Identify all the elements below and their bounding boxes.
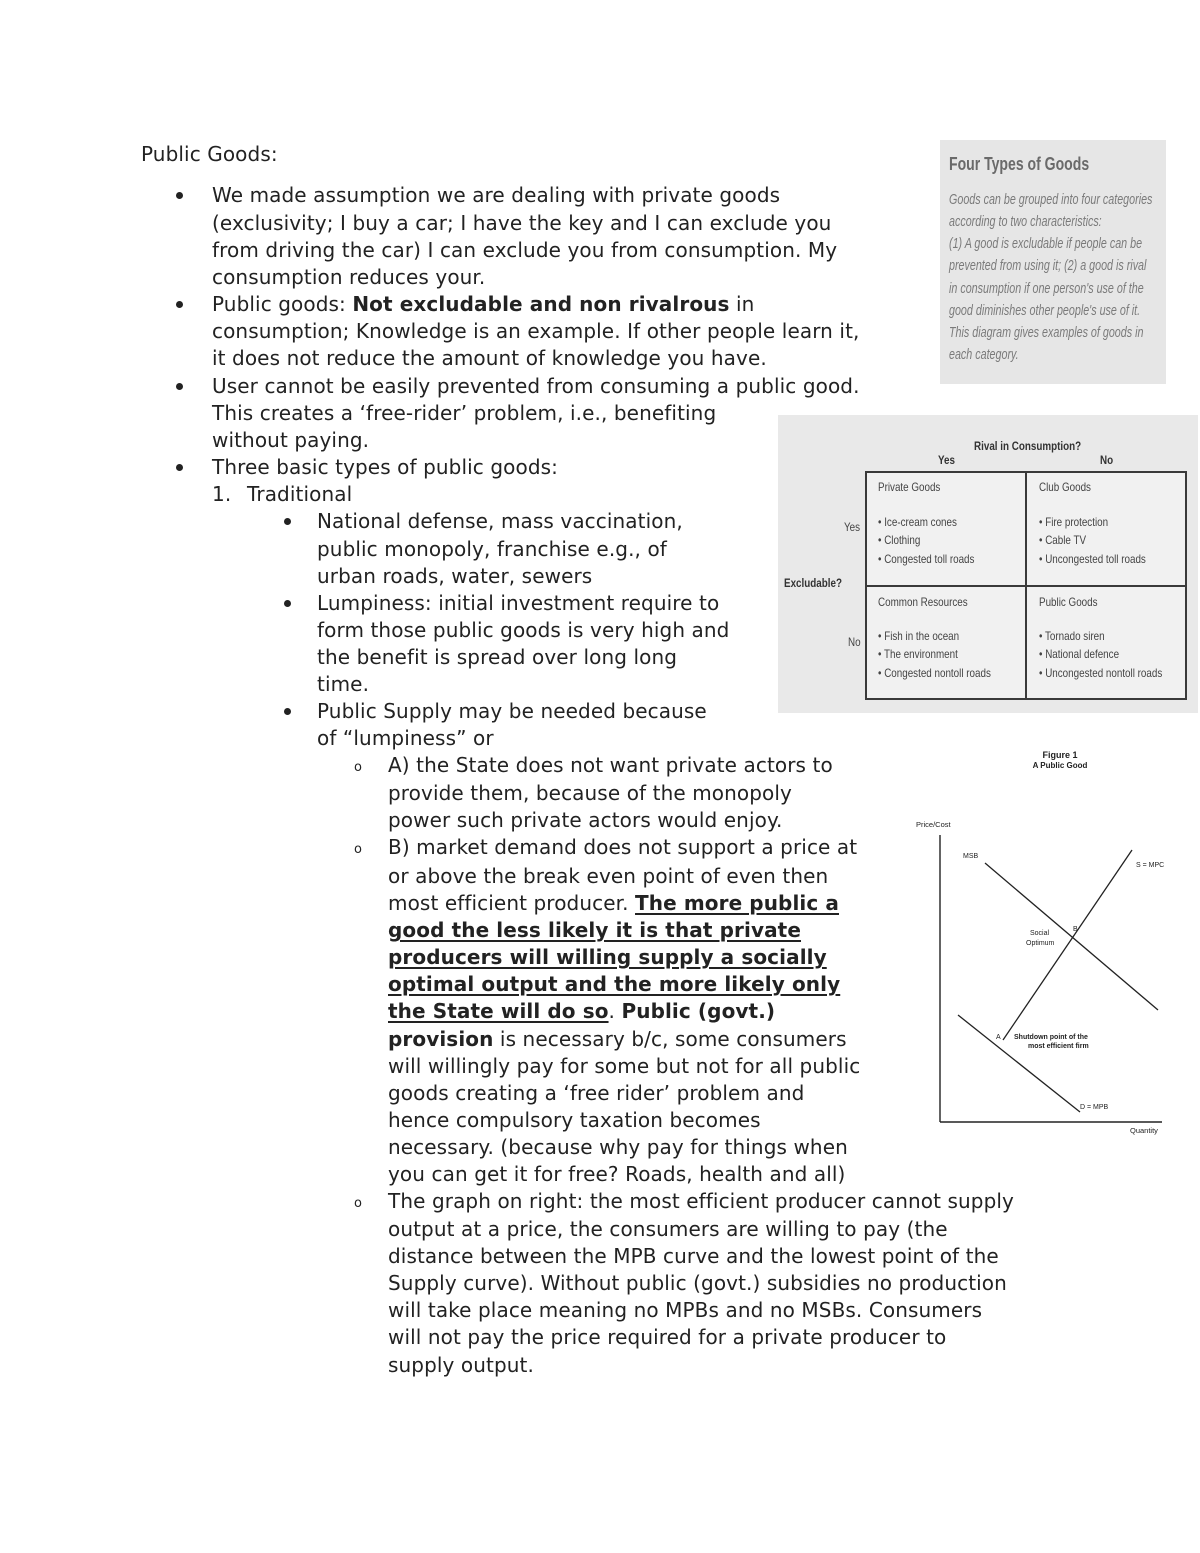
social-optimum-label: Social — [1030, 930, 1050, 937]
supply-curve — [1003, 850, 1132, 1040]
paragraph-line: you can get it for free? Roads, health and all) — [388, 1162, 846, 1186]
text-span: . — [608, 999, 622, 1023]
paragraph-line: public monopoly, franchise e.g., of — [317, 537, 667, 561]
paragraph-line: National defense, mass vaccination, — [317, 509, 683, 533]
bullet-icon — [284, 708, 291, 715]
shutdown-label: most efficient firm — [1028, 1043, 1089, 1050]
image-title: Four Types of Goods — [949, 154, 1090, 174]
cell-item: • Congested nontoll roads — [878, 666, 991, 680]
paragraph-line: power such private actors would enjoy. — [388, 808, 783, 832]
cell-title: Common Resources — [878, 595, 968, 609]
item-text: Uncongested nontoll roads — [1045, 666, 1163, 680]
paragraph-line: The graph on right: the most efficient producer cannot supply — [388, 1189, 1014, 1213]
cell-item: • Uncongested nontoll roads — [1039, 666, 1163, 680]
bold-text: provision — [388, 1027, 494, 1051]
rival-no: No — [1100, 453, 1114, 467]
text-span: is necessary b/c, some consumers — [493, 1027, 847, 1051]
underlined-bold-text: The more public a — [635, 891, 839, 915]
bullet-icon — [176, 301, 183, 308]
paragraph-line: supply output. — [388, 1353, 534, 1377]
item-text: The environment — [884, 647, 958, 661]
paragraph-line: or above the break even point of even then — [388, 864, 829, 888]
paragraph-line: A) the State does not want private actors to — [388, 753, 833, 777]
list-number: 1. — [212, 482, 232, 506]
image-text-line: Goods can be grouped into four categories — [949, 192, 1153, 208]
image-text-line: good diminishes other people's use of it. — [949, 303, 1141, 319]
paragraph-line: hence compulsory taxation becomes — [388, 1108, 761, 1132]
cell-title: Private Goods — [878, 480, 941, 494]
list-item-label: Traditional — [247, 482, 353, 506]
point-a-label: A — [996, 1034, 1001, 1041]
paragraph-line: it does not reduce the amount of knowledge you have. — [212, 346, 767, 370]
paragraph-line: necessary. (because why pay for things when — [388, 1135, 848, 1159]
paragraph-line: urban roads, water, sewers — [317, 564, 593, 588]
paragraph-line — [212, 291, 754, 318]
figure-title: Figure 1 — [1042, 750, 1078, 760]
demand-curve — [958, 1015, 1080, 1112]
demand-label: D = MPB — [1080, 1104, 1109, 1111]
item-text: Fish in the ocean — [884, 629, 960, 643]
item-text: Congested nontoll roads — [884, 666, 991, 680]
image-text-line: in consumption if one person's use of the — [949, 281, 1144, 297]
item-text: Fire protection — [1045, 515, 1109, 529]
bold-text: Not excludable and non rivalrous — [352, 292, 730, 316]
cell-title: Public Goods — [1039, 595, 1098, 609]
cell-item: • Fire protection — [1039, 515, 1109, 529]
underlined-bold-text: the State will do so — [388, 999, 609, 1023]
paragraph-line: distance between the MPB curve and the lowest point of the — [388, 1244, 999, 1268]
x-axis-label: Quantity — [1130, 1126, 1158, 1135]
public-good-figure — [900, 745, 1190, 1140]
paragraph-line — [388, 944, 827, 971]
text-span: in — [729, 292, 755, 316]
figure-subtitle: A Public Good — [1032, 761, 1088, 770]
item-text: Tornado siren — [1045, 629, 1105, 643]
paragraph-line: consumption; Knowledge is an example. If other people learn it, — [212, 319, 860, 343]
cell-item: • National defence — [1039, 647, 1120, 661]
paragraph-line — [388, 917, 801, 944]
paragraph-line: Three basic types of public goods: — [212, 455, 558, 479]
paragraph-line: will take place meaning no MPBs and no MSBs. Consumers — [388, 1298, 983, 1322]
cell-item: • Cable TV — [1039, 533, 1087, 547]
rival-header: Rival in Consumption? — [974, 439, 1082, 453]
paragraph-line: without paying. — [212, 428, 370, 452]
paragraph-line — [388, 890, 839, 917]
item-text: National defence — [1045, 647, 1120, 661]
paragraph-line — [388, 998, 775, 1025]
cell-item: • Uncongested toll roads — [1039, 552, 1146, 566]
point-b-label: B — [1073, 926, 1078, 933]
bullet-icon — [284, 600, 291, 607]
item-text: Uncongested toll roads — [1045, 552, 1146, 566]
excludable-header: Excludable? — [784, 576, 842, 590]
grid-line — [865, 471, 867, 700]
cell-title: Club Goods — [1039, 480, 1091, 494]
grid-line — [1025, 471, 1027, 700]
cell-item: • Tornado siren — [1039, 629, 1105, 643]
underlined-bold-text: producers will willing supply a socially — [388, 945, 827, 969]
paragraph-line: provide them, because of the monopoly — [388, 781, 792, 805]
cell-item: • Congested toll roads — [878, 552, 975, 566]
image-text-line: This diagram gives examples of goods in — [949, 325, 1144, 341]
underlined-bold-text: good the less likely it is that private — [388, 918, 802, 942]
y-axis-label: Price/Cost — [916, 820, 951, 829]
image-text-line: prevented from using it; (2) a good is rival — [949, 258, 1147, 274]
bullet-icon — [176, 192, 183, 199]
social-optimum-label: Optimum — [1026, 940, 1055, 947]
paragraph-line: Supply curve). Without public (govt.) subsidies no production — [388, 1271, 1007, 1295]
paragraph-line: output at a price, the consumers are willing to pay (the — [388, 1217, 948, 1241]
goods-table-image — [778, 415, 1198, 713]
excludable-yes: Yes — [844, 520, 861, 534]
msb-curve — [985, 863, 1158, 1010]
cell-item: • Ice-cream cones — [878, 515, 957, 529]
figure-svg — [900, 745, 1190, 1140]
paragraph-line: Lumpiness: initial investment require to — [317, 591, 720, 615]
paragraph-line: will not pay the price required for a private producer to — [388, 1325, 947, 1349]
image-text-line: (1) A good is excludable if people can be — [949, 236, 1143, 252]
paragraph-line: This creates a ‘free-rider’ problem, i.e., benefiting — [212, 401, 717, 425]
paragraph-line: (exclusivity; I buy a car; I have the key and I can exclude you — [212, 211, 832, 235]
bullet-icon — [176, 464, 183, 471]
paragraph-line: We made assumption we are dealing with private goods — [212, 183, 781, 207]
paragraph-line — [388, 1026, 847, 1053]
circle-bullet-icon: o — [354, 760, 362, 775]
item-text: Clothing — [884, 533, 921, 547]
paragraph-line: of “lumpiness” or — [317, 726, 494, 750]
page-title: Public Goods: — [141, 142, 278, 166]
msb-label: MSB — [963, 853, 979, 860]
four-types-image — [940, 140, 1166, 384]
circle-bullet-icon: o — [354, 842, 362, 857]
cell-item: • Clothing — [878, 533, 921, 547]
underlined-bold-text: optimal output and the more likely only — [388, 972, 841, 996]
paragraph-line: Public Supply may be needed because — [317, 699, 707, 723]
bold-text: Public (govt.) — [621, 999, 776, 1023]
circle-bullet-icon: o — [354, 1196, 362, 1211]
item-text: Congested toll roads — [884, 552, 975, 566]
paragraph-line: will willingly pay for some but not for all public — [388, 1054, 861, 1078]
cell-item: • The environment — [878, 647, 958, 661]
text-span: most efficient producer. — [388, 891, 636, 915]
shutdown-label: Shutdown point of the — [1014, 1034, 1088, 1041]
image-text-line: according to two characteristics: — [949, 214, 1102, 230]
rival-yes: Yes — [938, 453, 955, 467]
bullet-icon — [284, 518, 291, 525]
bullet-icon — [176, 383, 183, 390]
paragraph-line: consumption reduces your. — [212, 265, 486, 289]
paragraph-line — [388, 971, 840, 998]
grid-line — [1185, 471, 1187, 700]
supply-label: S = MPC — [1136, 862, 1165, 869]
paragraph-line: time. — [317, 672, 370, 696]
image-text-line: each category. — [949, 347, 1019, 363]
item-text: Ice-cream cones — [884, 515, 957, 529]
paragraph-line: form those public goods is very high and — [317, 618, 730, 642]
paragraph-line: B) market demand does not support a price at — [388, 835, 858, 859]
excludable-no: No — [848, 635, 861, 649]
paragraph-line: the benefit is spread over long long — [317, 645, 678, 669]
item-text: Cable TV — [1045, 533, 1087, 547]
paragraph-line: goods creating a ‘free rider’ problem and — [388, 1081, 805, 1105]
text-span: Public goods: — [212, 292, 353, 316]
cell-item: • Fish in the ocean — [878, 629, 960, 643]
paragraph-line: User cannot be easily prevented from consuming a public good. — [212, 374, 860, 398]
paragraph-line: from driving the car) I can exclude you from consumption. My — [212, 238, 838, 262]
